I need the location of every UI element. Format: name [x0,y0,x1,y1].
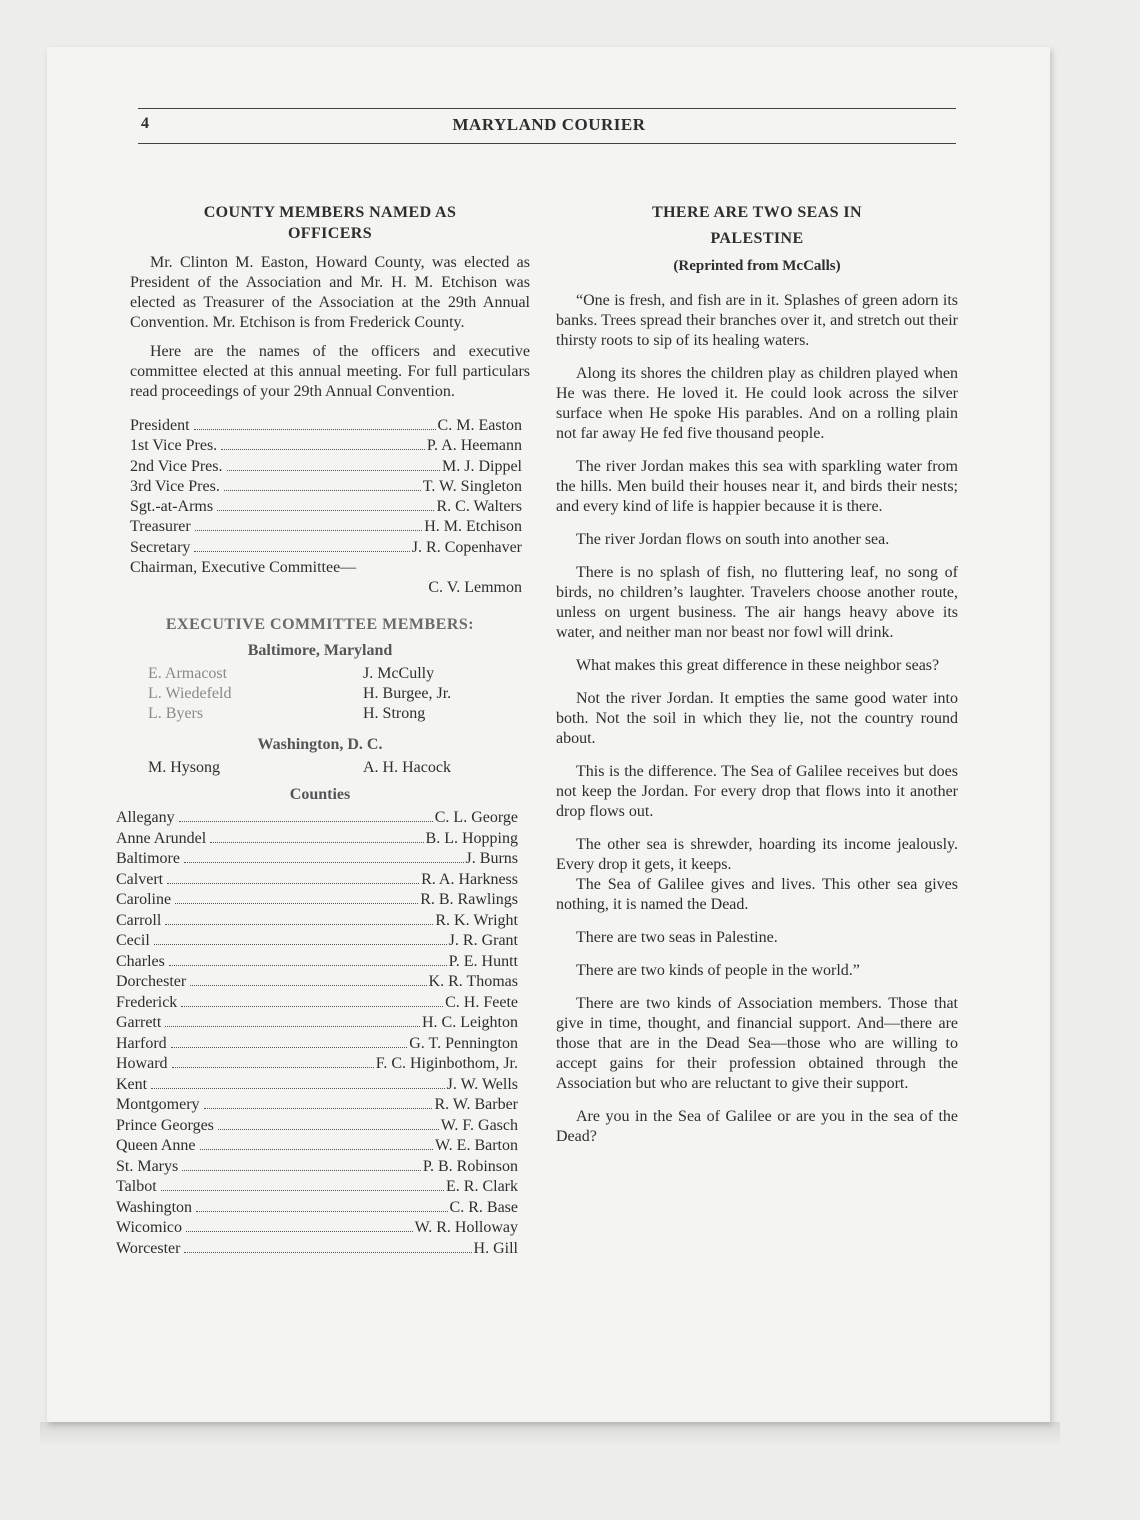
article-paragraph: This is the difference. The Sea of Galilee receives but does not keep the Jordan. For every drop that flows into it another drop flows out. [556,763,958,820]
article-paragraph: The river Jordan flows on south into another sea. [576,531,890,548]
member-name: H. Burgee, Jr. [363,685,452,703]
county-row: Anne Arundel B. L. Hopping [116,829,518,847]
article-subtitle: (Reprinted from McCalls) [673,258,841,274]
chairman-role: Chairman, Executive Committee— [130,559,357,577]
article-paragraph: The river Jordan makes this sea with sparkling water from the hills. Men build their houses near it, and birds their nests; and every kind of life is happier because it is there. [556,458,958,515]
county-row: Montgomery R. W. Barber [116,1096,518,1114]
counties-subtitle: Counties [289,786,351,804]
county-row: Wicomico W. R. Holloway [116,1219,518,1237]
header-rule-top [138,108,956,109]
member-name: M. Hysong [148,759,221,777]
article-paragraph: Are you in the Sea of Galilee or are you in the sea of the Dead? [556,1108,958,1145]
washington-members [110,758,530,778]
member-name: H. Strong [363,705,426,723]
baltimore-members [110,664,530,724]
officer-row: 2nd Vice Pres. M. J. Dippel [130,457,522,475]
county-row: Charles P. E. Huntt [116,952,518,970]
officers-paragraph-2: Here are the names of the officers and executive committee elected at this annual meeting. For full particulars read proceedings of your 29th Annual Convention. [130,343,530,400]
officer-row: Secretary J. R. Copenhaver [130,538,522,556]
article-title-line-1: THERE ARE TWO SEAS IN [652,204,862,221]
article-paragraph: There are two kinds of Association members. Those that give in time, thought, and financial support. And—there are those that are in the Dead Sea—those who are willing to accept gains for their profession obtained through the Association but who are reluctant to give their support. [556,995,958,1092]
county-row: Howard F. C. Higinbothom, Jr. [116,1055,518,1073]
member-name: E. Armacost [148,665,228,683]
article-paragraph: The other sea is shrewder, hoarding its income jealously. Every drop it gets, it keeps. [556,836,958,873]
county-row: Queen Anne W. E. Barton [116,1137,518,1155]
county-row: Dorchester K. R. Thomas [116,973,518,991]
article-paragraph: Not the river Jordan. It empties the same good water into both. Not the soil in which they lie, not the country round about. [556,690,958,747]
county-row: Carroll R. K. Wright [116,911,518,929]
officer-row: Treasurer H. M. Etchison [130,518,522,536]
masthead: MARYLAND COURIER [452,115,646,134]
baltimore-subtitle: Baltimore, Maryland [247,642,393,660]
officer-row: Sgt.-at-Arms R. C. Walters [130,498,522,516]
county-row: St. Marys P. B. Robinson [116,1157,518,1175]
county-row: Prince Georges W. F. Gasch [116,1116,518,1134]
page-shadow [40,1422,1060,1446]
county-row: Talbot E. R. Clark [116,1178,518,1196]
left-column [110,202,530,1259]
article-title-officers: COUNTY MEMBERS NAMED AS OFFICERS [203,204,457,242]
county-row: Caroline R. B. Rawlings [116,891,518,909]
member-name: L. Wiedefeld [148,685,232,703]
article-paragraph: Along its shores the children play as children played when He was there. He loved it. He could look across the silver surface when He spoke His parables. And on a rolling plain not far away He fed five thousand people. [556,365,958,442]
county-row: Cecil J. R. Grant [116,932,518,950]
exec-committee-title: EXECUTIVE COMMITTEE MEMBERS: [165,616,475,634]
county-row: Allegany C. L. George [116,809,518,827]
county-row: Calvert R. A. Harkness [116,870,518,888]
header-rule-bottom [138,143,956,144]
article-paragraph: There are two kinds of people in the world.” [576,962,860,979]
article-paragraph: “One is fresh, and fish are in it. Splashes of green adorn its banks. Trees spread their branches over it, and stretch out their thirsty roots to sip of its healing waters. [556,292,958,349]
member-name: L. Byers [148,705,204,723]
chairman-name: C. V. Lemmon [428,579,522,597]
right-column [556,200,958,1147]
officers-paragraph-1: Mr. Clinton M. Easton, Howard County, was elected as President of the Association and Mr. H. M. Etchison was elected as Treasurer of the Association at the 29th Annual Convention. Mr. Etchison is from Frederick County. [130,254,530,331]
county-row: Worcester H. Gill [116,1239,518,1257]
county-row: Harford G. T. Pennington [116,1034,518,1052]
article-paragraph: The Sea of Galilee gives and lives. This other sea gives nothing, it is named the Dead. [556,876,958,913]
article-paragraph: What makes this great difference in these neighbor seas? [576,657,940,674]
county-row: Washington C. R. Base [116,1198,518,1216]
article-title-line-2: PALESTINE [710,230,804,247]
member-name: A. H. Hacock [363,759,451,777]
washington-subtitle: Washington, D. C. [257,736,383,754]
officer-row: President C. M. Easton [130,417,522,434]
article-paragraph: There are two seas in Palestine. [576,929,778,946]
county-row: Baltimore J. Burns [116,850,518,868]
member-name: J. McCully [363,665,435,683]
page-number: 4 [141,115,149,132]
counties-list [110,808,518,1259]
article-paragraph: There is no splash of fish, no fluttering leaf, no song of birds, no children’s laughter. Travelers choose another route, unless on urgent business. The air hangs heavy above its water, and neither man nor beast nor fowl will drink. [556,564,958,641]
officer-row: 3rd Vice Pres. T. W. Singleton [130,477,522,495]
county-row: Garrett H. C. Leighton [116,1014,518,1032]
county-row: Kent J. W. Wells [116,1075,518,1093]
officer-row: 1st Vice Pres. P. A. Heemann [130,437,522,455]
county-row: Frederick C. H. Feete [116,993,518,1011]
officers-list [110,416,522,598]
